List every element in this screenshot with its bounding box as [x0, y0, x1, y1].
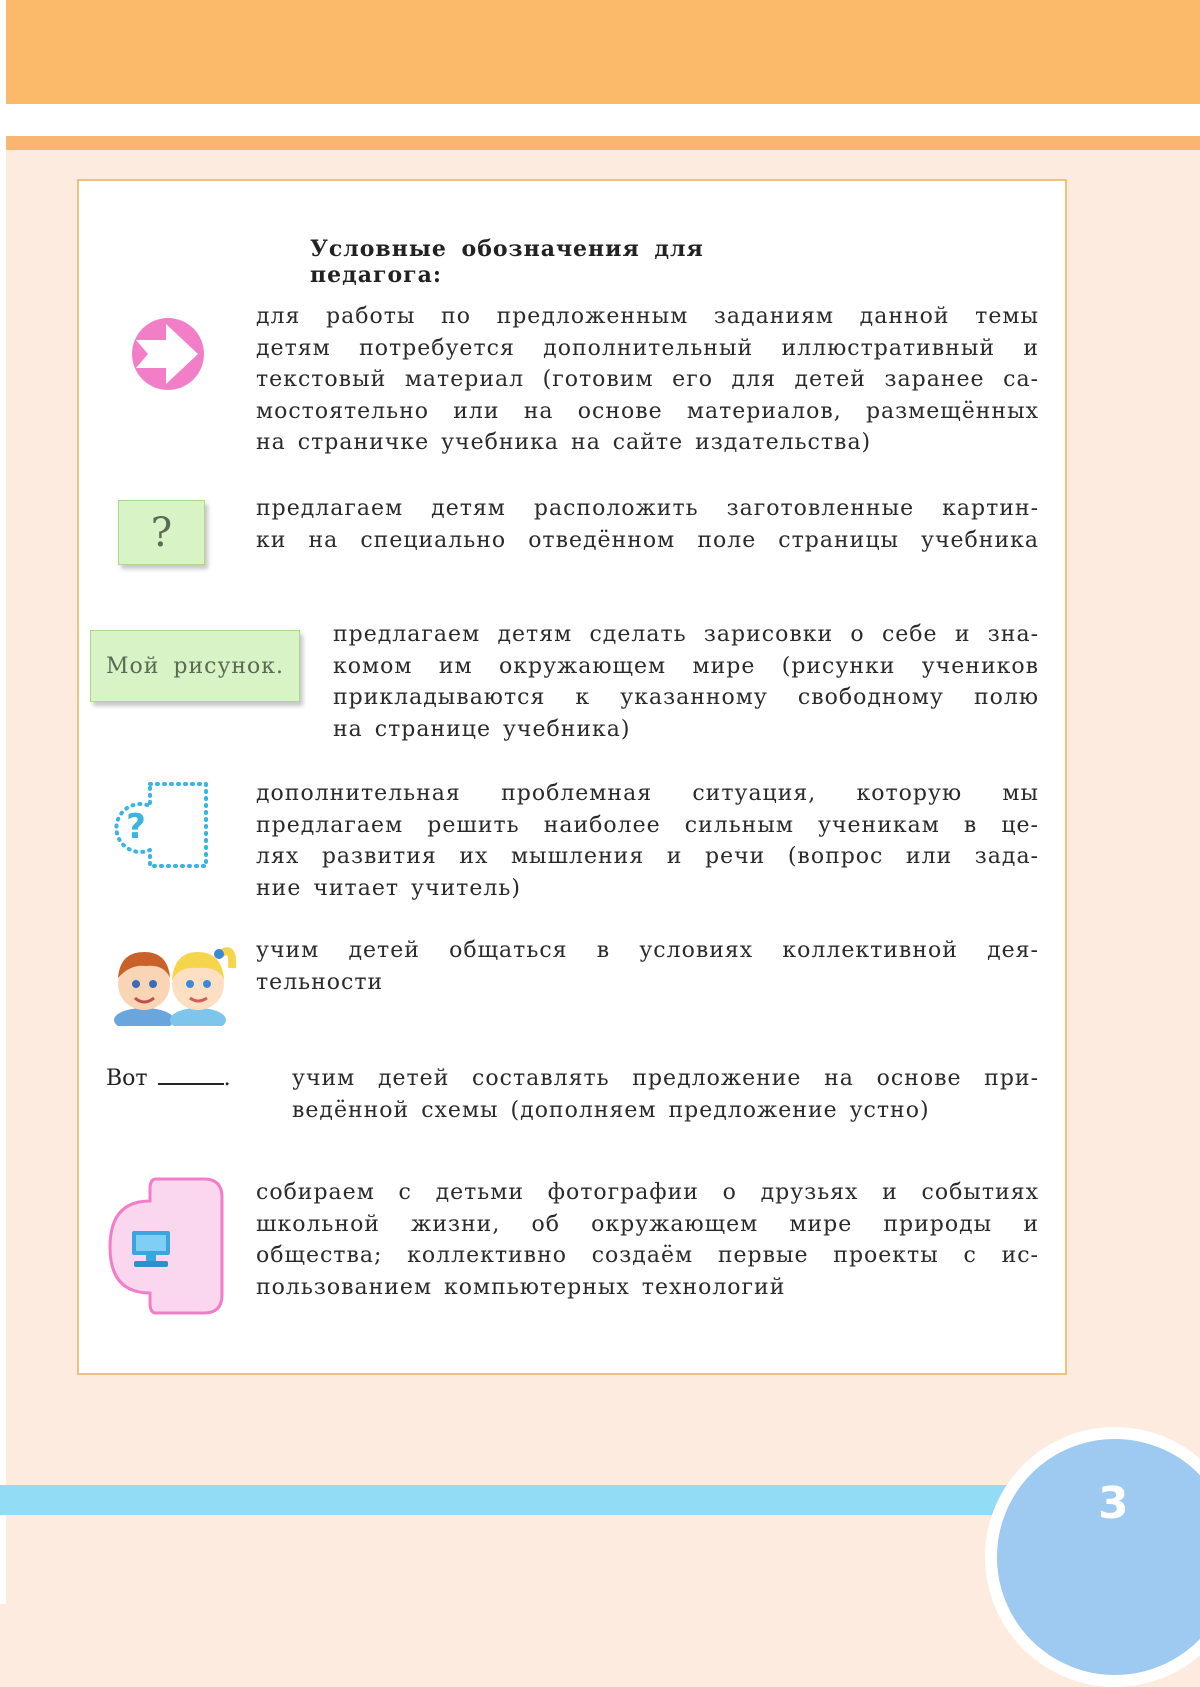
text-line: для работы по предложенным заданиям данной темы [256, 304, 1039, 329]
text-line: комом им окружающем мире (рисунки учеников [333, 653, 1039, 679]
legend-heading: Условные обозначения для педагога: [310, 236, 704, 288]
my-drawing-card [90, 630, 300, 702]
item-6-text [292, 1063, 1039, 1126]
text-line: детям потребуется дополнительный иллюстративный и [256, 335, 1039, 361]
text-line: учим детей общаться в условиях коллективной дея- [256, 938, 1039, 963]
page-left-edge [0, 0, 6, 1604]
text-line: учим детей составлять предложение на основе при- [292, 1066, 1039, 1091]
computer-icon [106, 1175, 226, 1317]
item-4-text [256, 778, 1039, 904]
blank-line [158, 1067, 224, 1085]
question-card-icon [118, 500, 205, 565]
text-line: тельности [256, 969, 384, 995]
sentence-period: . [223, 1066, 231, 1091]
item-1-text [256, 301, 1039, 459]
text-line: общества; коллективно создаём первые проекты с ис- [256, 1243, 1039, 1268]
text-line: прикладываются к указанному свободному полю [333, 685, 1039, 710]
text-line: ведённой схемы (дополняем предложение устно) [292, 1097, 930, 1123]
page-number: 3 [1098, 1478, 1129, 1529]
children-icon [106, 934, 236, 1026]
text-line: пользованием компьютерных технологий [256, 1274, 786, 1300]
page-number-circle [985, 1427, 1200, 1687]
svg-text:?: ? [126, 807, 146, 847]
item-7-text [256, 1177, 1039, 1303]
text-line: школьной жизни, об окружающем мире природы и [256, 1211, 1039, 1237]
text-line: мостоятельно или на основе материалов, размещённых [256, 398, 1039, 424]
question-mark: ? [150, 509, 173, 556]
text-line: на странице учебника) [333, 716, 631, 742]
footer-blue-band [0, 1485, 1010, 1515]
sentence-start-word: Вот [106, 1066, 148, 1091]
item-3-text [333, 619, 1039, 745]
text-line: предлагаем решить наиболее сильным ученикам в це- [256, 812, 1039, 838]
text-line: ние читает учитель) [256, 875, 521, 901]
item-2-text [256, 493, 1039, 556]
top-white-strip [6, 104, 1200, 136]
text-line: на страничке учебника на сайте издательства) [256, 430, 872, 455]
text-line: ки на специально отведённом поле страницы учебника [256, 527, 1039, 553]
top-header-band [6, 0, 1200, 104]
item-5-text [256, 935, 1039, 998]
top-orange-stripe [6, 136, 1200, 150]
text-line: текстовый материал (готовим его для детей заранее са- [256, 367, 1039, 392]
text-line: дополнительная проблемная ситуация, которую мы [256, 781, 1039, 806]
text-line: предлагаем детям сделать зарисовки о себе и зна- [333, 622, 1039, 647]
text-line: лях развития их мышления и речи (вопрос или зада- [256, 844, 1039, 869]
text-line: предлагаем детям расположить заготовленные картин- [256, 496, 1039, 521]
text-line: собираем с детьми фотографии о друзьях и событиях [256, 1180, 1039, 1205]
pink-arrow-icon [128, 314, 208, 394]
sentence-scheme [106, 1066, 231, 1091]
dotted-question-icon [106, 780, 212, 870]
my-drawing-label: Мой рисунок. [105, 653, 285, 679]
